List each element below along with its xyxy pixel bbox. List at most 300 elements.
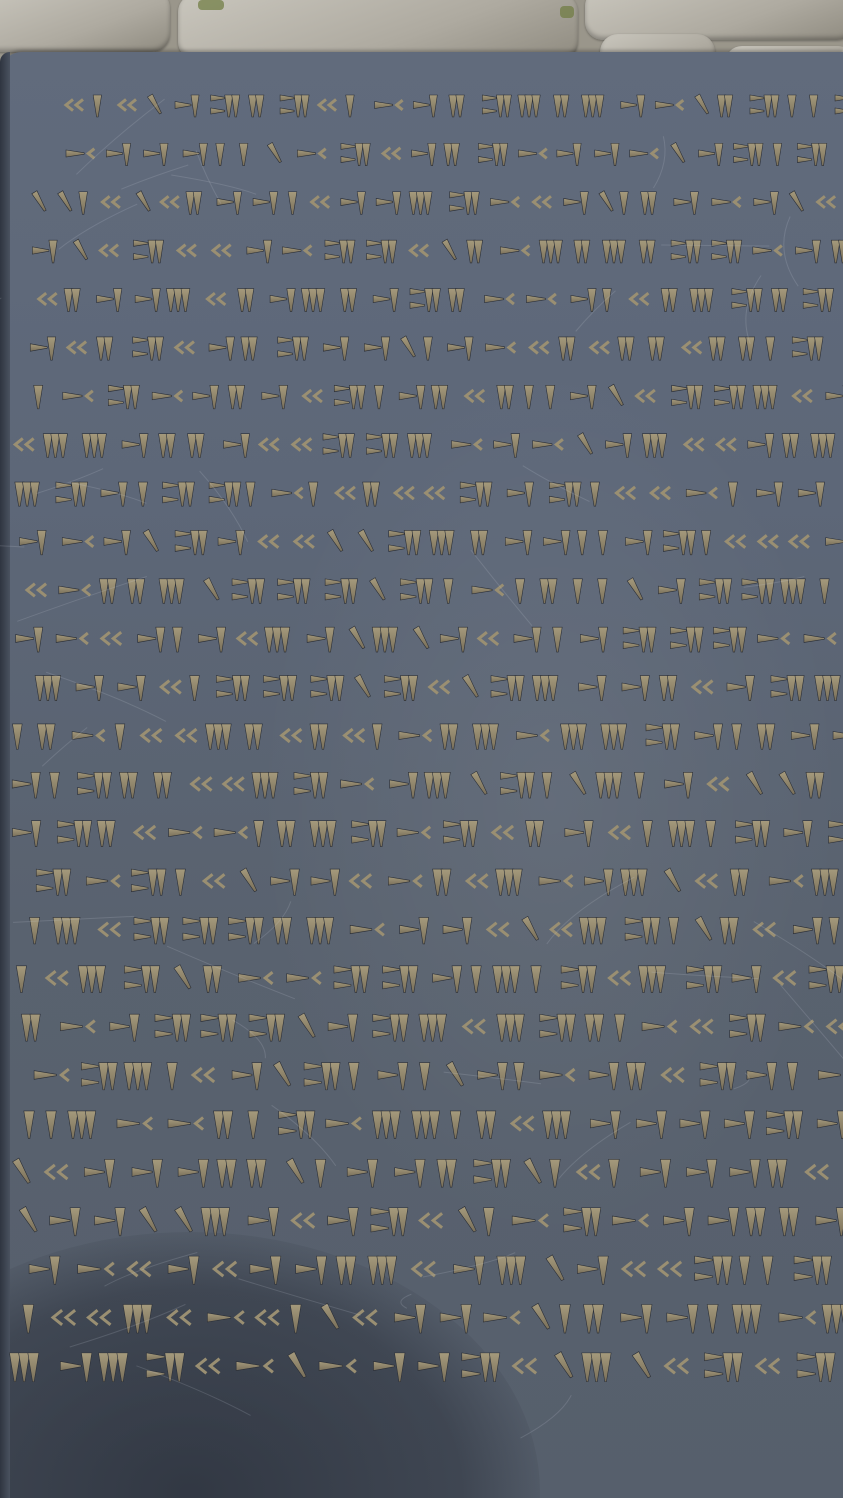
cuneiform-sign: [312, 196, 329, 207]
cuneiform-sign: [263, 676, 296, 701]
cuneiform-sign: [395, 487, 414, 499]
cuneiform-sign: [236, 1360, 273, 1373]
cuneiform-sign: [46, 1165, 67, 1179]
surface-scratch: [653, 136, 665, 188]
cuneiform-sign: [663, 1068, 684, 1082]
cuneiform-sign: [820, 579, 829, 604]
cuneiform-sign: [659, 676, 677, 701]
cuneiform-sign: [746, 1208, 766, 1236]
cuneiform-sign: [37, 724, 55, 749]
cuneiform-sign: [753, 246, 782, 256]
cuneiform-sign: [423, 337, 432, 360]
cuneiform-sign: [211, 95, 240, 117]
cuneiform-sign: [371, 1208, 408, 1236]
cuneiform-sign: [448, 289, 464, 312]
inscription-line: [32, 191, 835, 215]
inscription-line: [15, 433, 835, 458]
cuneiform-sign: [399, 385, 425, 409]
cuneiform-sign: [294, 772, 328, 798]
cuneiform-sign: [241, 337, 257, 360]
cuneiform-sign: [826, 536, 843, 547]
cuneiform-sign: [82, 434, 106, 458]
cuneiform-sign: [32, 240, 57, 263]
cuneiform-sign: [627, 578, 643, 600]
cuneiform-sign: [570, 771, 586, 794]
cuneiform-sign: [117, 1117, 152, 1129]
cuneiform-sign: [543, 530, 570, 554]
cuneiform-sign: [450, 1111, 461, 1139]
inscription-line: [30, 336, 823, 360]
cuneiform-sign: [16, 627, 43, 652]
cuneiform-sign: [426, 487, 445, 499]
cuneiform-sign: [712, 197, 741, 207]
cuneiform-sign: [625, 917, 660, 943]
cuneiform-sign: [695, 724, 723, 749]
cuneiform-sign: [347, 1159, 377, 1187]
cuneiform-sign: [564, 192, 589, 215]
cuneiform-sign: [383, 966, 418, 993]
cuneiform-sign: [46, 1111, 57, 1139]
cuneiform-sign: [542, 772, 552, 798]
cuneiform-sign: [272, 488, 303, 499]
surface-scratch: [520, 1395, 571, 1438]
inscription-line: [34, 1061, 843, 1090]
cuneiform-sign: [96, 337, 112, 360]
cuneiform-sign: [717, 95, 732, 117]
cuneiform-sign: [779, 771, 795, 794]
cuneiform-sign: [278, 579, 310, 604]
cuneiform-sign: [34, 385, 43, 409]
cuneiform-sign: [60, 1353, 91, 1382]
cuneiform-sign: [43, 434, 67, 458]
cuneiform-sign: [286, 1158, 304, 1183]
cuneiform-sign: [582, 1353, 611, 1382]
cuneiform-sign: [590, 482, 599, 506]
cuneiform-sign: [390, 772, 418, 798]
cuneiform-sign: [84, 1159, 114, 1187]
cuneiform-sign: [699, 579, 731, 604]
cuneiform-sign: [240, 868, 257, 892]
cuneiform-sign: [748, 434, 774, 458]
cuneiform-sign: [497, 1014, 525, 1041]
inscription-line: [35, 674, 840, 700]
cuneiform-sign: [138, 482, 147, 506]
cuneiform-sign: [533, 439, 563, 449]
cuneiform-sign: [383, 148, 400, 159]
cuneiform-sign: [192, 777, 212, 790]
cuneiform-sign: [766, 1111, 802, 1139]
cuneiform-sign: [738, 337, 754, 360]
cuneiform-sign: [63, 391, 93, 401]
cuneiform-sign: [742, 579, 774, 604]
cuneiform-sign: [728, 482, 737, 506]
cuneiform-sign: [494, 434, 520, 458]
cuneiform-sign: [325, 240, 355, 263]
cuneiform-sign: [671, 240, 701, 263]
inscription-line: [15, 482, 825, 506]
surface-scratch: [76, 99, 164, 174]
cuneiform-sign: [345, 729, 365, 742]
cuneiform-sign: [512, 1116, 533, 1130]
cuneiform-sign: [247, 240, 272, 263]
cuneiform-sign: [632, 1352, 650, 1378]
cuneiform-sign: [271, 869, 300, 895]
cuneiform-sign: [809, 966, 843, 993]
cuneiform-sign: [16, 966, 26, 993]
cuneiform-sign: [214, 1262, 236, 1276]
cuneiform-sign: [262, 385, 288, 409]
cuneiform-sign: [34, 1069, 69, 1081]
cuneiform-sign: [686, 488, 717, 499]
inscription-line: [29, 1255, 831, 1285]
cuneiform-sign: [589, 1063, 619, 1090]
cuneiform-sign: [197, 1359, 219, 1374]
cuneiform-sign: [355, 1310, 377, 1325]
cuneiform-sign: [424, 772, 450, 798]
cuneiform-sign: [483, 1208, 494, 1236]
cuneiform-sign: [176, 342, 194, 354]
cuneiform-sign: [470, 530, 487, 554]
cuneiform-sign: [159, 434, 176, 458]
cuneiform-sign: [637, 390, 655, 402]
cuneiform-sign: [409, 192, 432, 215]
cuneiform-sign: [413, 1262, 435, 1276]
cuneiform-sign: [724, 1111, 754, 1139]
cuneiform-sign: [273, 1061, 290, 1086]
cuneiform-sign: [214, 827, 247, 838]
cuneiform-sign: [248, 1208, 279, 1236]
cuneiform-sign: [19, 530, 46, 554]
cuneiform-sign: [62, 536, 93, 547]
inscription-line: [12, 821, 843, 847]
cuneiform-sign: [183, 917, 218, 943]
cuneiform-sign: [218, 530, 245, 554]
inscription-line: [16, 626, 836, 652]
cuneiform-sign: [68, 1111, 96, 1139]
cuneiform-sign: [248, 95, 263, 117]
cuneiform-sign: [623, 627, 656, 652]
cuneiform-sign: [298, 1013, 315, 1038]
cuneiform-sign: [443, 821, 477, 847]
cuneiform-sign: [169, 1310, 191, 1325]
cuneiform-sign: [697, 874, 717, 887]
cuneiform-sign: [582, 95, 604, 117]
cuneiform-sign: [532, 676, 558, 701]
cuneiform-sign: [766, 337, 775, 360]
cuneiform-sign: [578, 530, 587, 554]
cuneiform-sign: [135, 289, 160, 312]
cuneiform-sign: [759, 535, 778, 547]
cuneiform-sign: [310, 821, 336, 847]
cuneiform-sign: [135, 826, 155, 839]
cuneiform-sign: [104, 530, 131, 554]
cuneiform-sign: [817, 1111, 843, 1139]
cuneiform-sign: [328, 1208, 359, 1236]
cuneiform-sign: [692, 1020, 713, 1034]
cuneiform-sign: [142, 729, 162, 742]
surface-scratch: [0, 298, 1, 357]
cuneiform-sign: [368, 1256, 397, 1284]
cuneiform-sign: [472, 585, 503, 596]
cuneiform-sign: [444, 143, 460, 165]
cuneiform-sign: [367, 240, 397, 263]
cuneiform-sign: [714, 385, 745, 409]
cuneiform-sign: [35, 676, 61, 701]
cuneiform-sign: [246, 482, 255, 506]
cuneiform-sign: [816, 1208, 843, 1236]
cuneiform-sign: [277, 821, 295, 847]
cuneiform-sign: [573, 579, 582, 604]
cuneiform-sign: [327, 529, 343, 551]
cuneiform-sign: [384, 676, 417, 701]
cuneiform-sign: [570, 385, 596, 409]
cuneiform-sign: [201, 1208, 230, 1236]
cuneiform-sign: [27, 584, 46, 597]
cuneiform-sign: [773, 143, 782, 165]
cuneiform-sign: [517, 730, 549, 741]
cuneiform-sign: [106, 143, 130, 165]
cuneiform-sign: [580, 627, 607, 652]
cuneiform-sign: [658, 579, 685, 604]
cuneiform-sign: [183, 143, 207, 165]
cuneiform-sign: [720, 917, 739, 943]
cuneiform-sign: [450, 192, 480, 215]
cuneiform-sign: [93, 95, 101, 117]
inscription-line: [24, 1111, 843, 1139]
cuneiform-sign: [478, 143, 507, 165]
cuneiform-sign: [433, 966, 462, 993]
cuneiform-sign: [595, 143, 619, 165]
cuneiform-sign: [497, 385, 514, 409]
cuneiform-sign: [174, 965, 191, 989]
cuneiform-sign: [792, 337, 823, 360]
cuneiform-sign: [399, 730, 431, 741]
cuneiform-sign: [254, 821, 264, 847]
cuneiform-sign: [167, 1063, 177, 1090]
cuneiform-sign: [213, 245, 231, 257]
cuneiform-sign: [395, 1159, 425, 1187]
cuneiform-sign: [39, 293, 57, 305]
cuneiform-sign: [410, 245, 428, 257]
cuneiform-sign: [437, 1159, 456, 1187]
cuneiform-sign: [132, 1159, 162, 1187]
cuneiform-sign: [175, 95, 199, 117]
cuneiform-sign: [334, 966, 369, 993]
cuneiform-sign: [474, 1159, 511, 1187]
cuneiform-sign: [98, 1353, 127, 1382]
cuneiform-sign: [95, 1208, 126, 1236]
cuneiform-sign: [780, 579, 805, 604]
cuneiform-sign: [288, 192, 297, 215]
surface-scratch: [167, 946, 295, 999]
cuneiform-sign: [610, 971, 631, 985]
cuneiform-sign: [512, 1214, 548, 1226]
cuneiform-sign: [670, 627, 703, 652]
cuneiform-sign: [690, 289, 713, 312]
cuneiform-sign: [260, 438, 278, 450]
cuneiform-sign: [32, 191, 46, 211]
cuneiform-sign: [431, 385, 448, 409]
inscription-line: [66, 142, 827, 165]
cuneiform-sign: [232, 579, 264, 604]
cuneiform-sign: [64, 289, 80, 312]
cuneiform-sign: [238, 632, 257, 645]
cuneiform-sign: [412, 1111, 440, 1139]
cuneiform-sign: [323, 434, 354, 458]
cuneiform-sign: [413, 626, 429, 649]
cuneiform-sign: [610, 826, 630, 839]
cuneiform-sign: [323, 337, 348, 360]
cuneiform-sign: [726, 535, 745, 547]
cuneiform-sign: [100, 245, 118, 257]
cuneiform-sign: [553, 627, 563, 652]
cuneiform-sign: [683, 342, 701, 354]
cuneiform-sign: [257, 1310, 279, 1325]
cuneiform-sign: [730, 869, 748, 895]
inscription-line: [21, 1013, 843, 1041]
cuneiform-sign: [577, 1256, 608, 1284]
cuneiform-sign: [247, 1159, 266, 1187]
surface-scratch: [37, 469, 104, 494]
cuneiform-sign: [203, 966, 222, 993]
cuneiform-sign: [364, 337, 389, 360]
cuneiform-sign: [700, 1063, 736, 1090]
cuneiform-sign: [315, 1159, 326, 1187]
cuneiform-sign: [287, 972, 321, 984]
cuneiform-sign: [419, 1063, 429, 1090]
cuneiform-sign: [88, 1310, 110, 1325]
cuneiform-sign: [389, 530, 421, 554]
cuneiform-sign: [146, 1353, 184, 1382]
cuneiform-sign: [334, 385, 365, 409]
cuneiform-sign: [806, 772, 824, 798]
cuneiform-sign: [514, 1359, 536, 1374]
cuneiform-sign: [514, 1063, 524, 1090]
cuneiform-sign: [490, 197, 519, 207]
cuneiform-sign: [378, 1063, 408, 1090]
cuneiform-sign: [12, 724, 22, 749]
cuneiform-sign: [546, 385, 555, 409]
cuneiform-sign: [659, 1262, 681, 1276]
cuneiform-sign: [193, 1068, 214, 1082]
cuneiform-sign: [122, 434, 148, 458]
cuneiform-sign: [358, 529, 374, 551]
cuneiform-sign: [224, 777, 244, 790]
cuneiform-sign: [410, 289, 440, 312]
cuneiform-sign: [507, 482, 533, 506]
cuneiform-sign: [727, 676, 754, 701]
cuneiform-sign: [336, 487, 355, 499]
cuneiform-sign: [394, 1305, 425, 1334]
surface-scratch: [17, 577, 147, 622]
cuneiform-sign: [115, 724, 125, 749]
cuneiform-sign: [187, 434, 204, 458]
cuneiform-sign: [793, 917, 822, 943]
cuneiform-sign: [621, 1305, 652, 1334]
cuneiform-sign: [278, 337, 309, 360]
cuneiform-sign: [560, 724, 586, 749]
cuneiform-sign: [771, 289, 787, 312]
cuneiform-sign: [687, 1159, 717, 1187]
cuneiform-sign: [462, 674, 478, 697]
cuneiform-sign: [789, 191, 803, 211]
cuneiform-sign: [730, 1159, 760, 1187]
cuneiform-sign: [373, 1014, 409, 1041]
cuneiform-sign: [56, 633, 88, 644]
cuneiform-sign: [641, 192, 657, 215]
cuneiform-sign: [540, 1069, 575, 1081]
cuneiform-sign: [543, 1111, 571, 1139]
cuneiform-sign: [349, 1063, 359, 1090]
cuneiform-sign: [290, 1305, 301, 1334]
cuneiform-sign: [401, 336, 416, 357]
cuneiform-sign: [477, 1111, 496, 1139]
cuneiform-sign: [15, 438, 33, 450]
cuneiform-sign: [730, 1014, 766, 1041]
inscription-line: [13, 1158, 828, 1187]
cuneiform-sign: [12, 772, 40, 798]
cuneiform-sign: [739, 1256, 750, 1284]
cuneiform-sign: [341, 143, 370, 165]
cuneiform-sign: [321, 1303, 339, 1329]
cuneiform-sign: [539, 875, 572, 886]
surface-scratch: [401, 1294, 411, 1308]
cuneiform-sign: [238, 289, 254, 312]
cuneiform-sign: [695, 94, 709, 114]
cuneiform-sign: [655, 100, 683, 110]
cuneiform-sign: [591, 342, 609, 354]
cuneiform-sign: [828, 1020, 843, 1034]
cuneiform-sign: [500, 772, 534, 798]
cuneiform-sign: [50, 772, 60, 798]
cuneiform-sign: [790, 535, 809, 547]
cuneiform-sign: [352, 821, 386, 847]
cuneiform-sign: [153, 772, 171, 798]
cuneiform-sign: [771, 676, 804, 701]
cuneiform-sign: [245, 724, 263, 749]
cuneiform-sign: [546, 1255, 564, 1281]
cuneiform-sign: [462, 1353, 500, 1382]
cuneiform-sign: [166, 289, 189, 312]
cuneiform-sign: [496, 869, 523, 895]
cuneiform-sign: [672, 385, 703, 409]
cuneiform-sign: [175, 1206, 193, 1232]
cuneiform-sign: [667, 1305, 698, 1334]
cuneiform-sign: [175, 869, 185, 895]
cuneiform-sign: [578, 433, 593, 455]
cuneiform-sign: [217, 1159, 236, 1187]
cuneiform-sign: [608, 384, 623, 405]
cuneiform-sign: [815, 676, 841, 701]
cuneiform-sign: [782, 434, 799, 458]
cuneiform-sign: [13, 1158, 31, 1183]
cuneiform-sign: [66, 99, 83, 110]
cuneiform-sign: [444, 579, 453, 604]
cuneiform-sign: [214, 1111, 233, 1139]
cuneiform-sign: [373, 1353, 404, 1382]
cuneiform-sign: [186, 192, 202, 215]
cuneiform-sign: [598, 530, 607, 554]
cuneiform-sign: [205, 724, 231, 749]
cuneiform-sign: [175, 530, 207, 554]
cuneiform-sign: [466, 390, 484, 402]
cuneiform-sign: [598, 579, 607, 604]
cuneiform-sign: [24, 1111, 35, 1139]
cuneiform-sign: [159, 579, 184, 604]
cuneiform-sign: [818, 1069, 843, 1081]
cuneiform-sign: [693, 681, 712, 694]
cuneiform-sign: [152, 391, 182, 401]
